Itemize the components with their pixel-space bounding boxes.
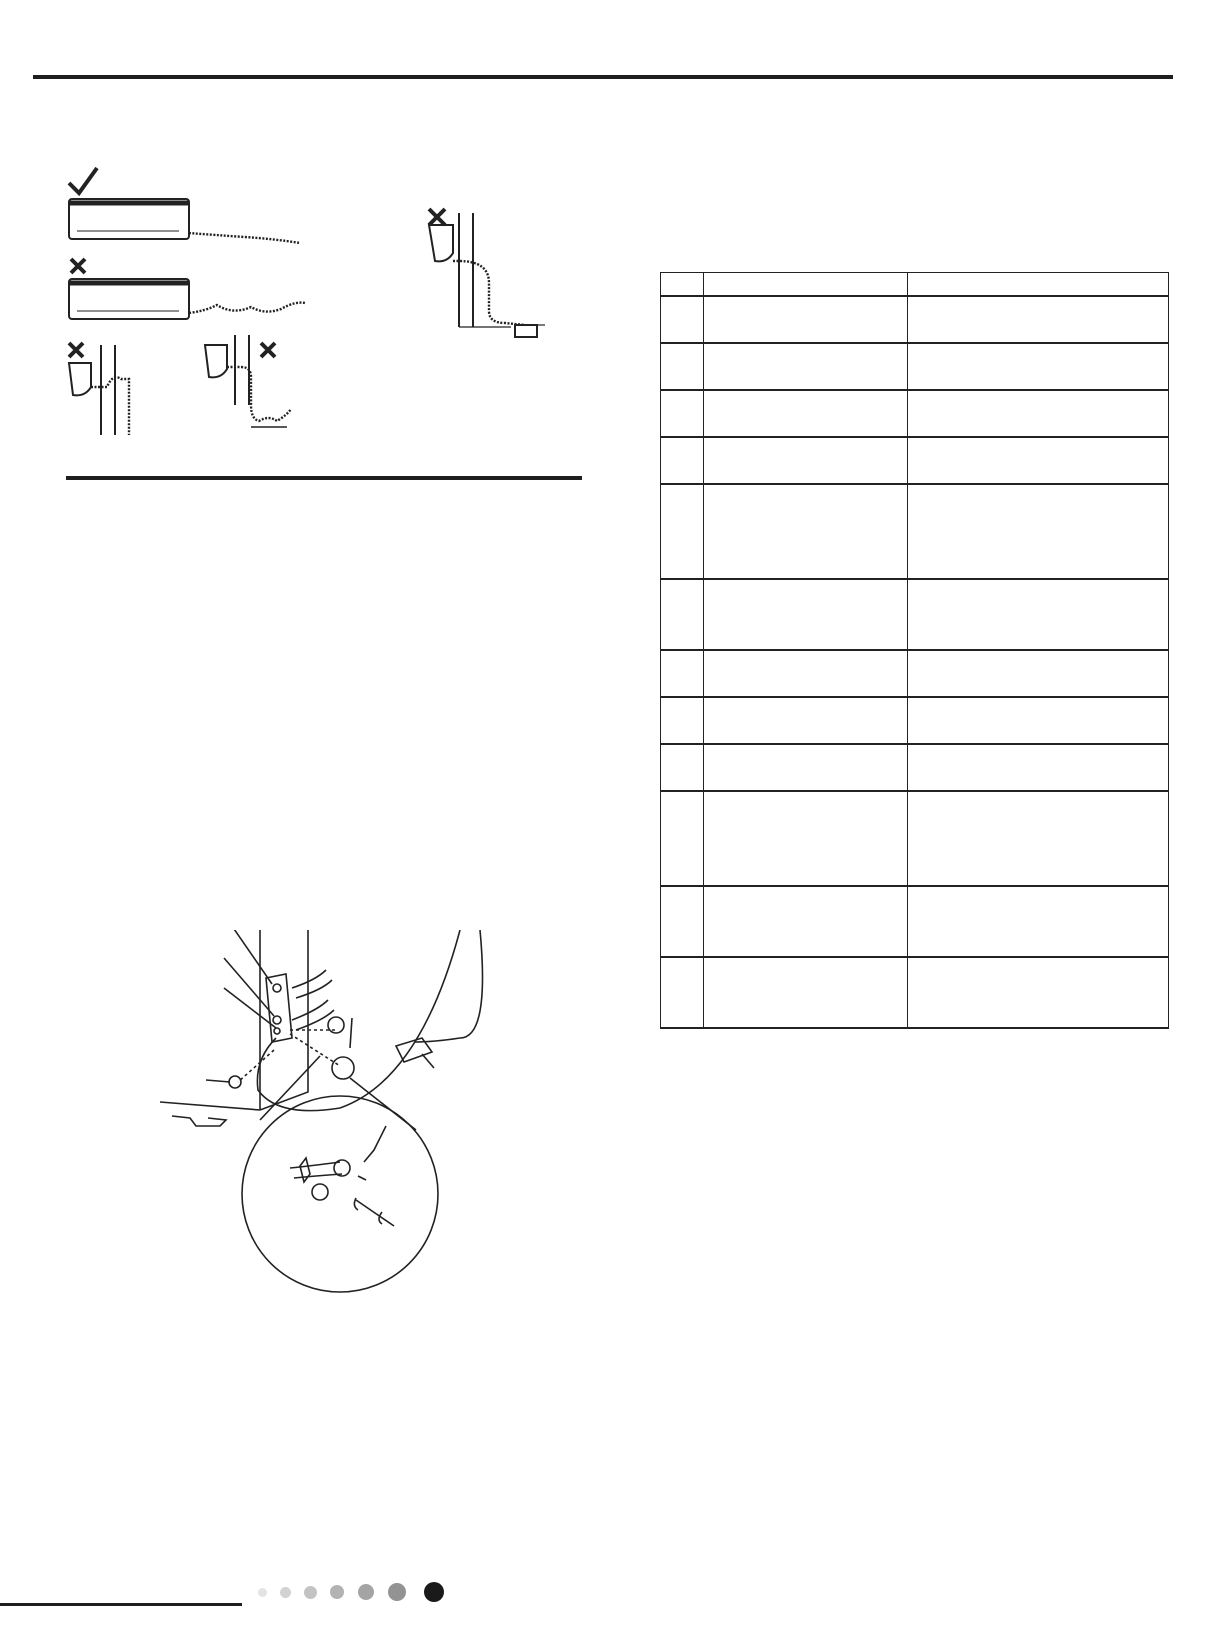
table-cell: [908, 957, 1169, 1028]
table-cell: [704, 343, 908, 390]
cross-icon: [69, 343, 83, 357]
table-cell: [908, 791, 1169, 886]
table-cell: [661, 343, 704, 390]
gauge-manifold-figure: [160, 930, 560, 1320]
table-cell: [704, 650, 908, 697]
section-rule: [66, 476, 582, 480]
drain-hose-rise: [91, 377, 129, 435]
table-cell: [704, 296, 908, 343]
page-indicator: [258, 1577, 468, 1607]
page-dot: [304, 1586, 317, 1599]
table-cell: [704, 390, 908, 437]
drain-tray: [515, 325, 537, 337]
table-cell: [908, 744, 1169, 791]
table-cell: [661, 484, 704, 579]
page-dot: [330, 1585, 344, 1599]
valve-cap: [328, 1017, 344, 1033]
service-port: [273, 984, 281, 992]
drain-hose-wavy: [189, 303, 305, 313]
charge-hose: [257, 930, 460, 1111]
service-port: [273, 1016, 281, 1024]
table-cell: [908, 343, 1169, 390]
table-cell: [908, 296, 1169, 343]
page-dot: [258, 1588, 267, 1597]
indoor-unit-correct: [69, 199, 189, 239]
table-row: [661, 343, 1169, 390]
table-row: [661, 390, 1169, 437]
table-row: [661, 437, 1169, 484]
table-cell: [704, 886, 908, 957]
table-cell: [704, 697, 908, 744]
valve-detail: [290, 1126, 394, 1226]
table-cell: [661, 886, 704, 957]
outdoor-unit: [160, 930, 308, 1110]
table-cell: [661, 744, 704, 791]
table-cell: [661, 791, 704, 886]
valve-cap: [229, 1076, 241, 1088]
wall-section-1: [69, 345, 115, 435]
table-row: [661, 484, 1169, 579]
table-cell: [908, 697, 1169, 744]
table-cell: [908, 273, 1169, 296]
table-cell: [704, 484, 908, 579]
table-cell: [908, 579, 1169, 650]
table-row: [661, 296, 1169, 343]
indoor-unit-wrong: [69, 279, 189, 319]
table-cell: [908, 437, 1169, 484]
table-cell: [908, 484, 1169, 579]
drain-hose-long: [453, 261, 525, 325]
table-cell: [661, 296, 704, 343]
table-row: [661, 886, 1169, 957]
header-rule: [33, 75, 1173, 79]
table-row: [661, 791, 1169, 886]
service-port: [274, 1028, 280, 1034]
wall-section-3: [429, 213, 473, 327]
table-cell: [661, 390, 704, 437]
table-cell: [704, 579, 908, 650]
table-cell: [908, 650, 1169, 697]
wall-section-2: [205, 335, 249, 405]
table-cell: [661, 437, 704, 484]
table-cell: [661, 650, 704, 697]
table-cell: [661, 957, 704, 1028]
table-cell: [908, 390, 1169, 437]
table-header-row: [661, 273, 1169, 296]
table-row: [661, 697, 1169, 744]
table-cell: [661, 273, 704, 296]
table-cell: [704, 744, 908, 791]
cross-icon: [71, 259, 85, 273]
table-cell: [704, 957, 908, 1028]
table-row: [661, 579, 1169, 650]
drain-hose-water: [227, 367, 291, 421]
table-cell: [661, 697, 704, 744]
page-dot: [358, 1584, 374, 1600]
table-row: [661, 957, 1169, 1028]
page-dot: [280, 1587, 291, 1598]
valve-cap: [332, 1057, 354, 1079]
page-dot: [388, 1583, 406, 1601]
table-cell: [661, 579, 704, 650]
drain-pipe-figure: [55, 165, 585, 445]
page-dot-active: [424, 1582, 444, 1602]
table-cell: [908, 886, 1169, 957]
table-row: [661, 744, 1169, 791]
check-icon: [69, 168, 97, 193]
table-cell: [704, 273, 908, 296]
cross-icon: [261, 343, 275, 357]
cross-icon: [429, 209, 445, 225]
detail-magnifier: [242, 1096, 438, 1292]
footer-rule: [0, 1603, 242, 1606]
checklist-table: [660, 272, 1169, 1029]
table-cell: [704, 437, 908, 484]
table-cell: [704, 791, 908, 886]
drain-hose-straight: [189, 233, 300, 243]
table-row: [661, 650, 1169, 697]
